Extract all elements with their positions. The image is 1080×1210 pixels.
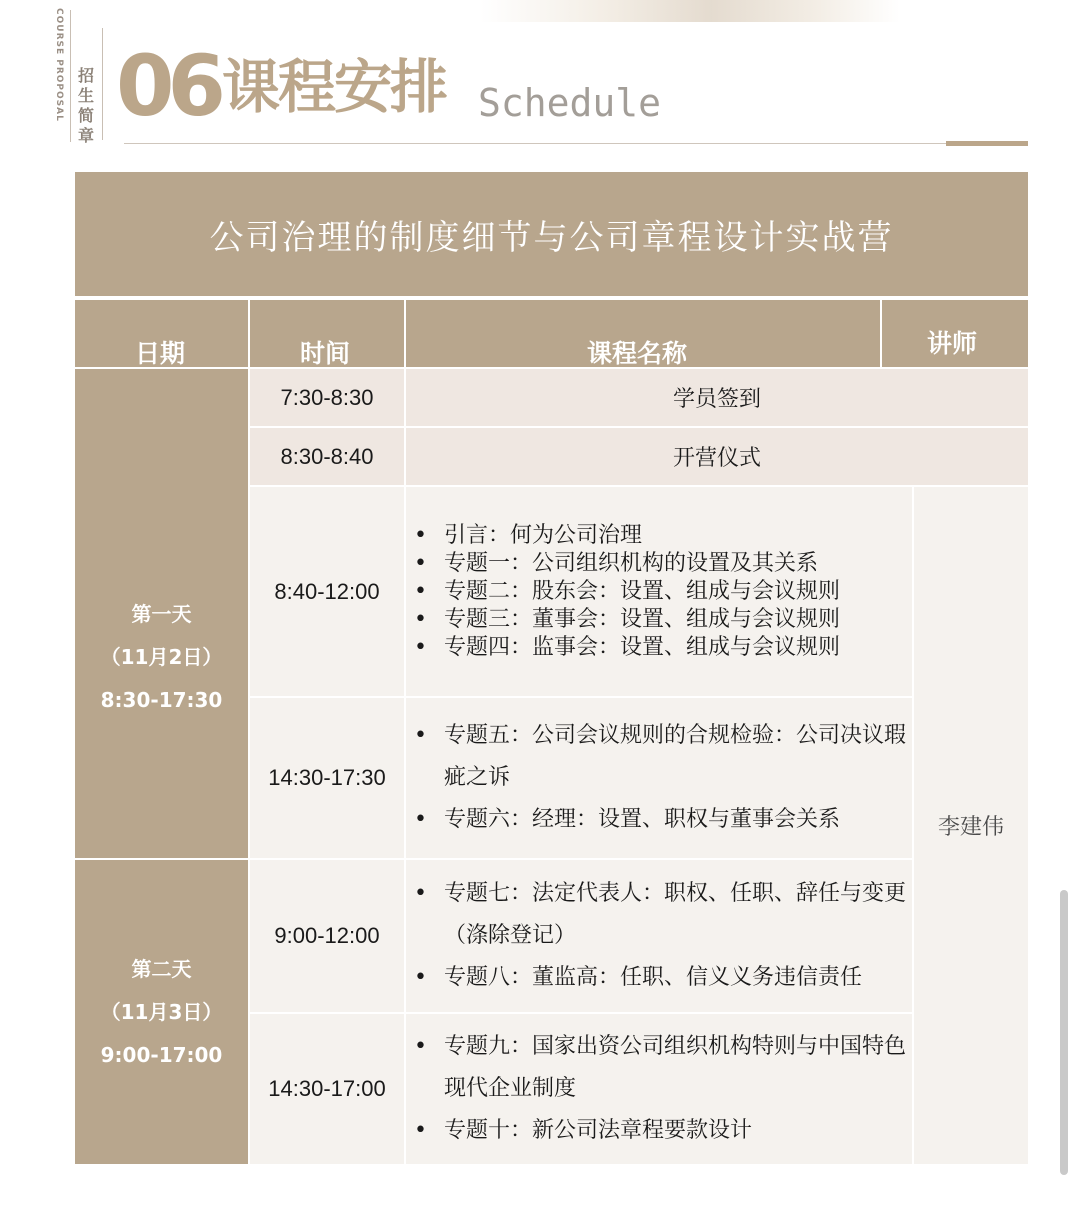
day-two-cell (75, 860, 248, 1164)
topic-list (414, 715, 912, 841)
list-item: • 专题八：董监高：任职、信义义务违信责任 (414, 957, 912, 999)
time-cell-6: 14:30-17:00 (250, 1014, 404, 1164)
topic-list (414, 522, 912, 662)
side-divider-2 (102, 28, 103, 140)
time-cell-3: 8:40-12:00 (250, 487, 404, 696)
course-title: 公司治理的制度细节与公司章程设计实战营 (209, 217, 894, 258)
header-rule-accent (946, 141, 1028, 146)
list-item: • 专题九：国家出资公司组织机构特则与中国特色现代企业制度 (414, 1026, 912, 1110)
header-time (250, 300, 404, 367)
time-cell-5: 9:00-12:00 (250, 860, 404, 1012)
lecturer-cell (914, 487, 1028, 1164)
header-lecturer-label: 讲师 (927, 329, 978, 358)
side-label-cn: 招生简章 (78, 66, 95, 145)
side-divider (70, 10, 71, 142)
day-one-cell (75, 369, 248, 858)
time-cell-1: 7:30-8:30 (250, 369, 404, 426)
scrollbar[interactable] (1060, 890, 1068, 1175)
day-two-date: （11月3日） (100, 999, 223, 1024)
section-title-cn: 课程安排 (222, 53, 447, 121)
session-name-1: 学员签到 (406, 369, 1028, 426)
side-label-en: COURSE PROPOSAL (54, 8, 64, 122)
day-one-hours: 8:30-17:30 (100, 688, 223, 712)
header-lecturer (882, 300, 1028, 367)
header-time-label: 时间 (300, 339, 351, 368)
list-item: • 专题四：监事会：设置、组成与会议规则 (414, 634, 912, 662)
section-title-en: Schedule (478, 81, 662, 125)
list-item: • 专题七：法定代表人：职权、任职、辞任与变更（涤除登记） (414, 873, 912, 957)
topic-cell-5 (406, 860, 912, 1012)
header-course (406, 300, 880, 367)
header-rule (124, 143, 946, 144)
day-two-label: 第二天 (131, 956, 192, 981)
list-item: • 专题五：公司会议规则的合规检验：公司决议瑕疵之诉 (414, 715, 912, 799)
header-course-label: 课程名称 (587, 339, 688, 368)
time-cell-4: 14:30-17:30 (250, 698, 404, 858)
session-name-2: 开营仪式 (406, 428, 1028, 485)
topic-cell-3 (406, 487, 912, 696)
list-item: • 专题十：新公司法章程要款设计 (414, 1110, 912, 1152)
time-cell-2: 8:30-8:40 (250, 428, 404, 485)
section-number: 06 (116, 37, 219, 135)
day-one-date: （11月2日） (100, 645, 223, 669)
top-decoration (480, 0, 900, 22)
list-item: • 专题一：公司组织机构的设置及其关系 (414, 550, 912, 578)
header-date (75, 300, 248, 367)
topic-cell-6 (406, 1014, 912, 1164)
lecturer-name: 李建伟 (937, 815, 1004, 840)
topic-list (414, 1026, 912, 1152)
list-item: • 专题六：经理：设置、职权与董事会关系 (414, 799, 912, 841)
list-item: • 专题三：董事会：设置、组成与会议规则 (414, 606, 912, 634)
list-item: • 专题二：股东会：设置、组成与会议规则 (414, 578, 912, 606)
topic-cell-4 (406, 698, 912, 858)
day-one-label: 第一天 (131, 602, 192, 626)
day-two-hours: 9:00-17:00 (100, 1042, 223, 1067)
list-item: • 引言：何为公司治理 (414, 522, 912, 550)
topic-list (414, 873, 912, 999)
course-banner (75, 172, 1028, 296)
header-date-label: 日期 (135, 339, 186, 368)
